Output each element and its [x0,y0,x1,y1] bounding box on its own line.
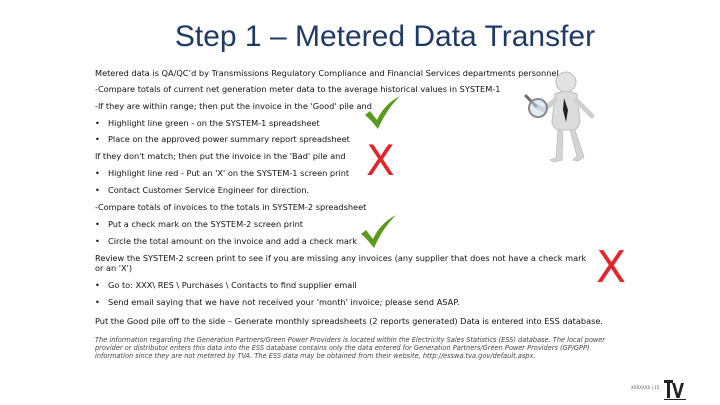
text-line-2: -Compare totals of current net generation meter data to the average historical values in SYSTEM-1 [95,84,501,94]
x-mark-icon: X [596,242,627,293]
text-line-11: Circle the total amount on the invoice and add a check mark [108,236,358,246]
text-line-4: Highlight line green - on the SYSTEM-1 spreadsheet [108,118,320,128]
bullet-dot: • [95,219,100,229]
text-line-7: Highlight line red - Put an 'X' on the SYSTEM-1 screen print [108,168,350,178]
logo-text: TVA [675,392,677,393]
text-line-6: If they don't match; then put the invoice in the 'Bad' pile and [95,151,346,161]
bullet-dot: • [95,185,100,195]
bullet-dot: • [95,297,100,307]
tva-logo-icon [662,377,688,401]
bullet-dot: • [95,280,100,290]
figure-magnifying-glass-icon [522,70,612,165]
text-line-3: -If they are within range; then put the invoice in the 'Good' pile and [95,101,372,111]
bullet-dot: • [95,134,100,144]
bullet-dot: • [95,118,100,128]
text-line-15: Put the Good pile off to the side – Generate monthly spreadsheets (2 reports generated) Data is entered into ESS database. [95,316,603,326]
text-line-13: Go to: XXX\ RES \ Purchases \ Contacts to find supplier email [108,280,357,290]
check-mark-icon [362,95,402,131]
bullet-dot: • [95,168,100,178]
footnote: The information regarding the Generation Partners/Green Power Providers is located within the Electricity Sales Statistics (ESS) database. The local power provider or distributor enters this data into the ESS database contains only the data entered for Generation Partners/Green Power Providers (GP/GPP) information since they are not metered by TVA. The ESS data may be obtained from their website, http://esswa.tva.gov/default.aspx. [95,336,606,360]
bullet-dot: • [95,236,100,246]
footer-page-number: XXXXXXX | 15 [631,385,660,390]
x-mark-icon: X [366,136,395,185]
text-line-9: -Compare totals of invoices to the totals in SYSTEM-2 spreadsheet [95,202,367,212]
text-line-1: Metered data is QA/QC’d by Transmissions Regulatory Compliance and Financial Services departments personnel [95,68,559,78]
text-line-10: Put a check mark on the SYSTEM-2 screen print [108,219,303,229]
check-mark-icon [358,214,398,250]
slide-title: Step 1 – Metered Data Transfer [174,20,596,53]
text-line-14: Send email saying that we have not received your 'month' invoice; please send ASAP. [108,297,460,307]
text-line-5: Place on the approved power summary report spreadsheet [108,134,350,144]
text-line-8: Contact Customer Service Engineer for direction. [108,185,310,195]
text-line-12: Review the SYSTEM-2 screen print to see if you are missing any invoices (any supplier that does not have a check mark or an 'X') [95,253,587,273]
